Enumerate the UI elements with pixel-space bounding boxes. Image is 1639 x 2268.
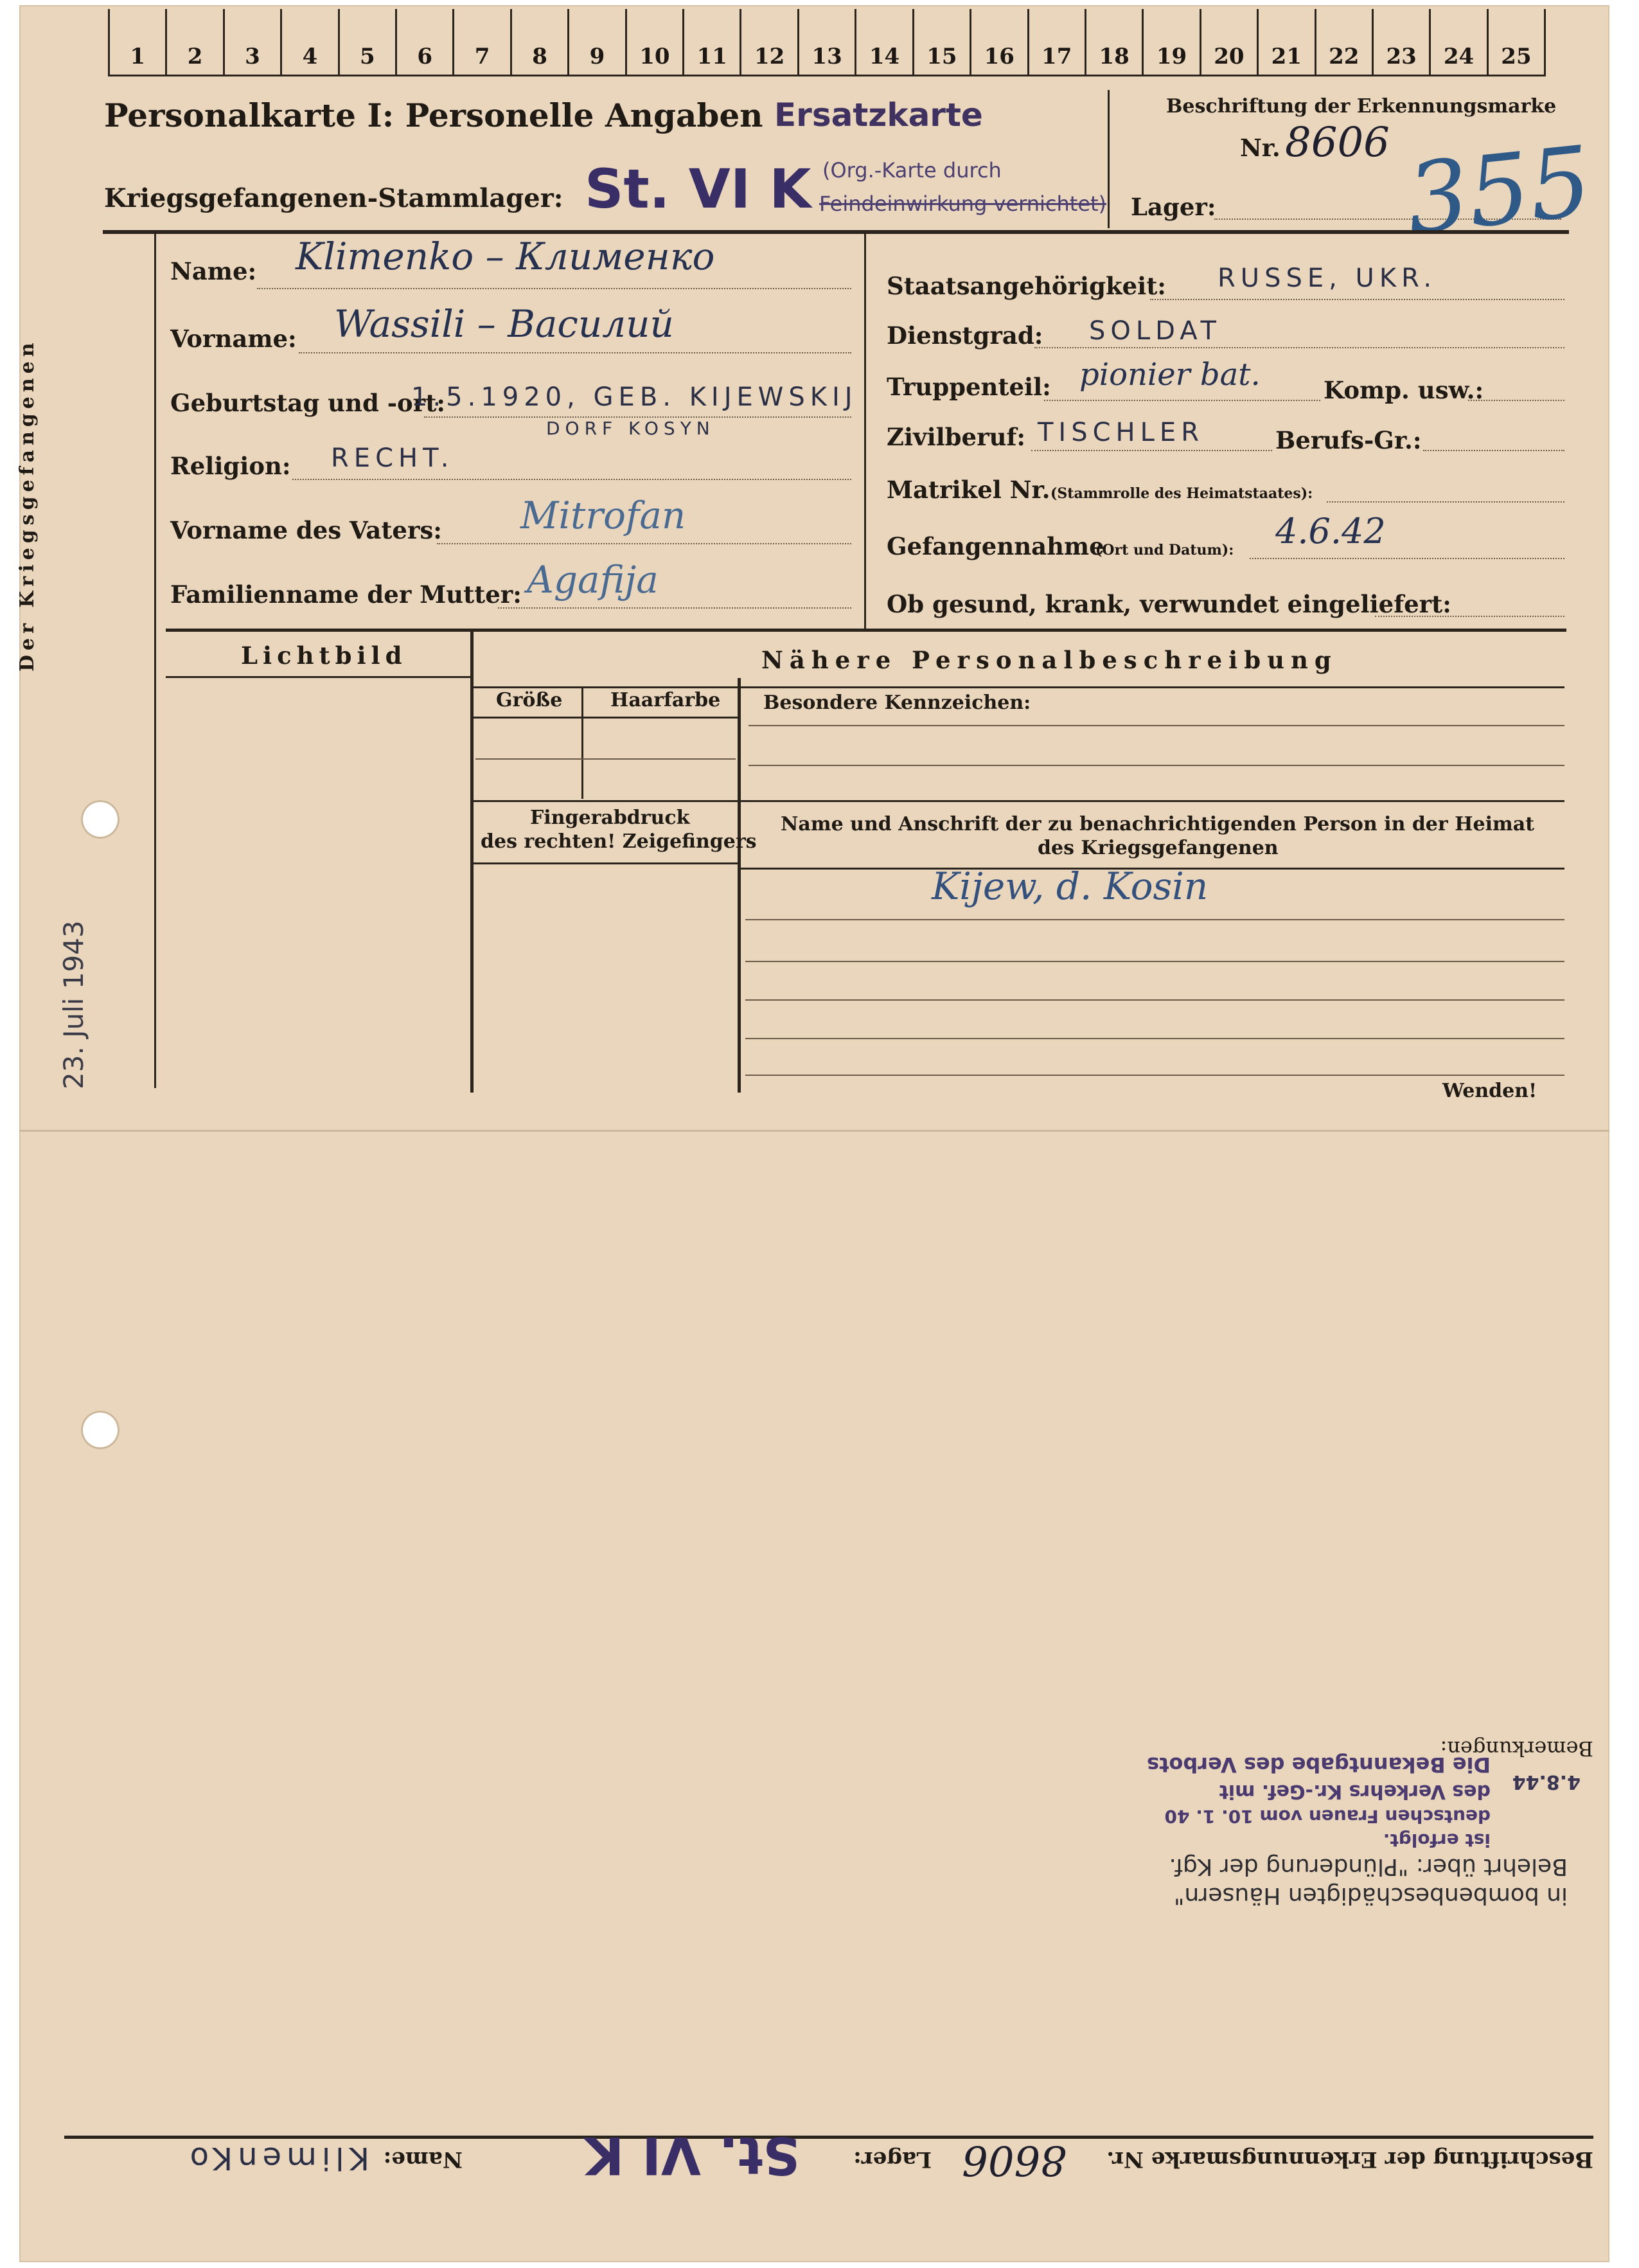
column-number-cell: 14 [856,9,914,75]
column-number-cell: 25 [1501,44,1532,69]
gefangennahme-note: (Ort und Datum): [1095,542,1234,558]
vater-value: Mitrofan [520,494,686,537]
zivilberuf-value: TISCHLER [1038,418,1204,447]
mutter-value: Agafija [527,558,659,602]
groesse-label: Größe [496,689,563,711]
personalbeschreibung-header: Nähere Personalbeschreibung [761,646,1338,674]
belehrt-line1: Belehrt über: "Plünderung der Kgf. [1169,1853,1568,1880]
religion-label: Religion: [170,452,291,480]
column-number-cell: 4 [282,9,339,75]
verbot-stamp-line3: deutschen Frauen vom 10. 1. 40 [1164,1806,1491,1827]
column-number-cell: 19 [1144,9,1201,75]
date-mark: 4.8.44 [1512,1771,1581,1793]
lichtbild-header: Lichtbild [241,641,407,670]
matrikel-label: Matrikel Nr. [887,476,1050,504]
column-number-cell: 13 [799,9,856,75]
fingerabdruck-label-1: Fingerabdruck [530,807,690,829]
column-number-cell: 9 [569,9,626,75]
verbot-stamp-line2: des Verkehrs Kr.-Gef. mit [1219,1780,1491,1803]
column-number-cell: 8 [512,9,569,75]
gefangennahme-label: Gefangennahme [887,532,1104,560]
column-number-cell: 16 [971,9,1029,75]
staat-value: RUSSE, UKR. [1218,263,1437,293]
card-title: Personalkarte I: Personelle Angaben [104,96,763,134]
column-number-cell: 15 [914,9,971,75]
column-number-cell: 10 [627,9,684,75]
nr-value: 8606 [1285,119,1390,166]
column-number-cell: 3 [225,9,282,75]
berufsgruppe-label: Berufs-Gr.: [1275,426,1422,454]
column-number-cell: 7 [454,9,511,75]
punch-hole [81,800,120,839]
fingerabdruck-label-2: des rechten! Zeigefingers [481,830,757,853]
column-number-cell: 5 [340,9,397,75]
geburt-value-2: DORF KOSYN [546,418,715,439]
truppenteil-label: Truppenteil: [887,373,1051,401]
column-number-cell: 24 [1431,9,1488,75]
mutter-label: Familienname der Mutter: [170,580,522,609]
anschrift-label-1: Name und Anschrift der zu benachrichtigenden Person in der Heimat [781,813,1535,835]
fold-line [19,1130,1609,1132]
footer-stamp: St. VI K [584,2125,800,2185]
name-value: Klimenko – Клименко [296,235,715,278]
wenden-label: Wenden! [1442,1080,1537,1102]
haarfarbe-label: Haarfarbe [610,689,721,711]
footer-name-value: KlimenKo [184,2140,369,2176]
matrikel-note: (Stammrolle des Heimatstaates): [1050,485,1313,502]
ersatzkarte-stamp: Ersatzkarte [774,96,983,134]
handwritten-annotation: 355 [1401,125,1597,256]
column-number-cell: 20 [1201,9,1259,75]
bemerkungen-label: Bemerkungen: [1440,1737,1593,1761]
gesundheit-label: Ob gesund, krank, verwundet eingeliefert: [887,590,1451,618]
footer-nr-value: 8606 [962,2136,1067,2184]
geburt-value: 1.5.1920, GEB. KIJEWSKIJ [411,382,858,412]
dienstgrad-value: SOLDAT [1089,316,1221,346]
lager-stamp: St. VI K [585,157,811,220]
religion-value: RECHT. [331,443,454,473]
column-number-cell: 2 [167,9,224,75]
column-number-cell: 12 [741,9,799,75]
column-number-cell: 1 [110,9,167,75]
column-number-cell: 6 [397,9,454,75]
stammlager-label: Kriegsgefangenen-Stammlager: [104,183,563,213]
footer-marke-label: Beschriftung der Erkennungsmarke Nr. [1106,2147,1593,2172]
column-number-cell: 11 [684,9,741,75]
stamp-note-line2: Feindeinwirkung vernichtet) [819,192,1107,216]
anschrift-label-2: des Kriegsgefangenen [1038,837,1279,859]
inverted-back-section [64,1722,1593,2185]
verbot-stamp-line1: Die Bekanntgabe des Verbots [1147,1753,1491,1777]
footer-lager-label: Lager: [853,2147,932,2172]
dienstgrad-label: Dienstgrad: [887,321,1043,350]
side-label: Der Kriegsgefangenen [16,338,39,672]
lager-label: Lager: [1131,193,1216,221]
column-number-strip [108,9,1546,76]
footer-name-label: Name: [383,2147,463,2172]
column-number-cell: 23 [1374,9,1431,75]
komp-label: Komp. usw.: [1324,376,1484,404]
verbot-stamp-line4: ist erfolgt. [1383,1830,1491,1851]
side-date: 23. Juli 1943 [58,920,89,1089]
truppenteil-value: pionier bat. [1079,357,1261,393]
marke-label: Beschriftung der Erkennungsmarke [1166,95,1557,118]
nr-label: Nr. [1240,134,1280,162]
column-number-cell: 22 [1316,9,1374,75]
gefangennahme-value: 4.6.42 [1275,511,1386,551]
name-label: Name: [170,257,257,285]
column-number-cell: 17 [1029,9,1086,75]
vater-label: Vorname des Vaters: [170,516,442,544]
column-number-cell: 18 [1086,9,1144,75]
vorname-label: Vorname: [170,325,297,353]
stamp-note-line1: (Org.-Karte durch [822,158,1002,183]
anschrift-value: Kijew, d. Kosin [932,864,1209,908]
punch-hole [81,1411,120,1449]
geburt-label: Geburtstag und -ort: [170,389,445,417]
zivilberuf-label: Zivilberuf: [887,423,1026,451]
staat-label: Staatsangehörigkeit: [887,272,1166,300]
belehrt-line2: in bombenbeschädigten Häusern" [1173,1882,1568,1909]
vorname-value: Wassili – Василий [334,302,674,346]
kennzeichen-label: Besondere Kennzeichen: [763,692,1031,714]
column-number-cell: 21 [1259,9,1316,75]
